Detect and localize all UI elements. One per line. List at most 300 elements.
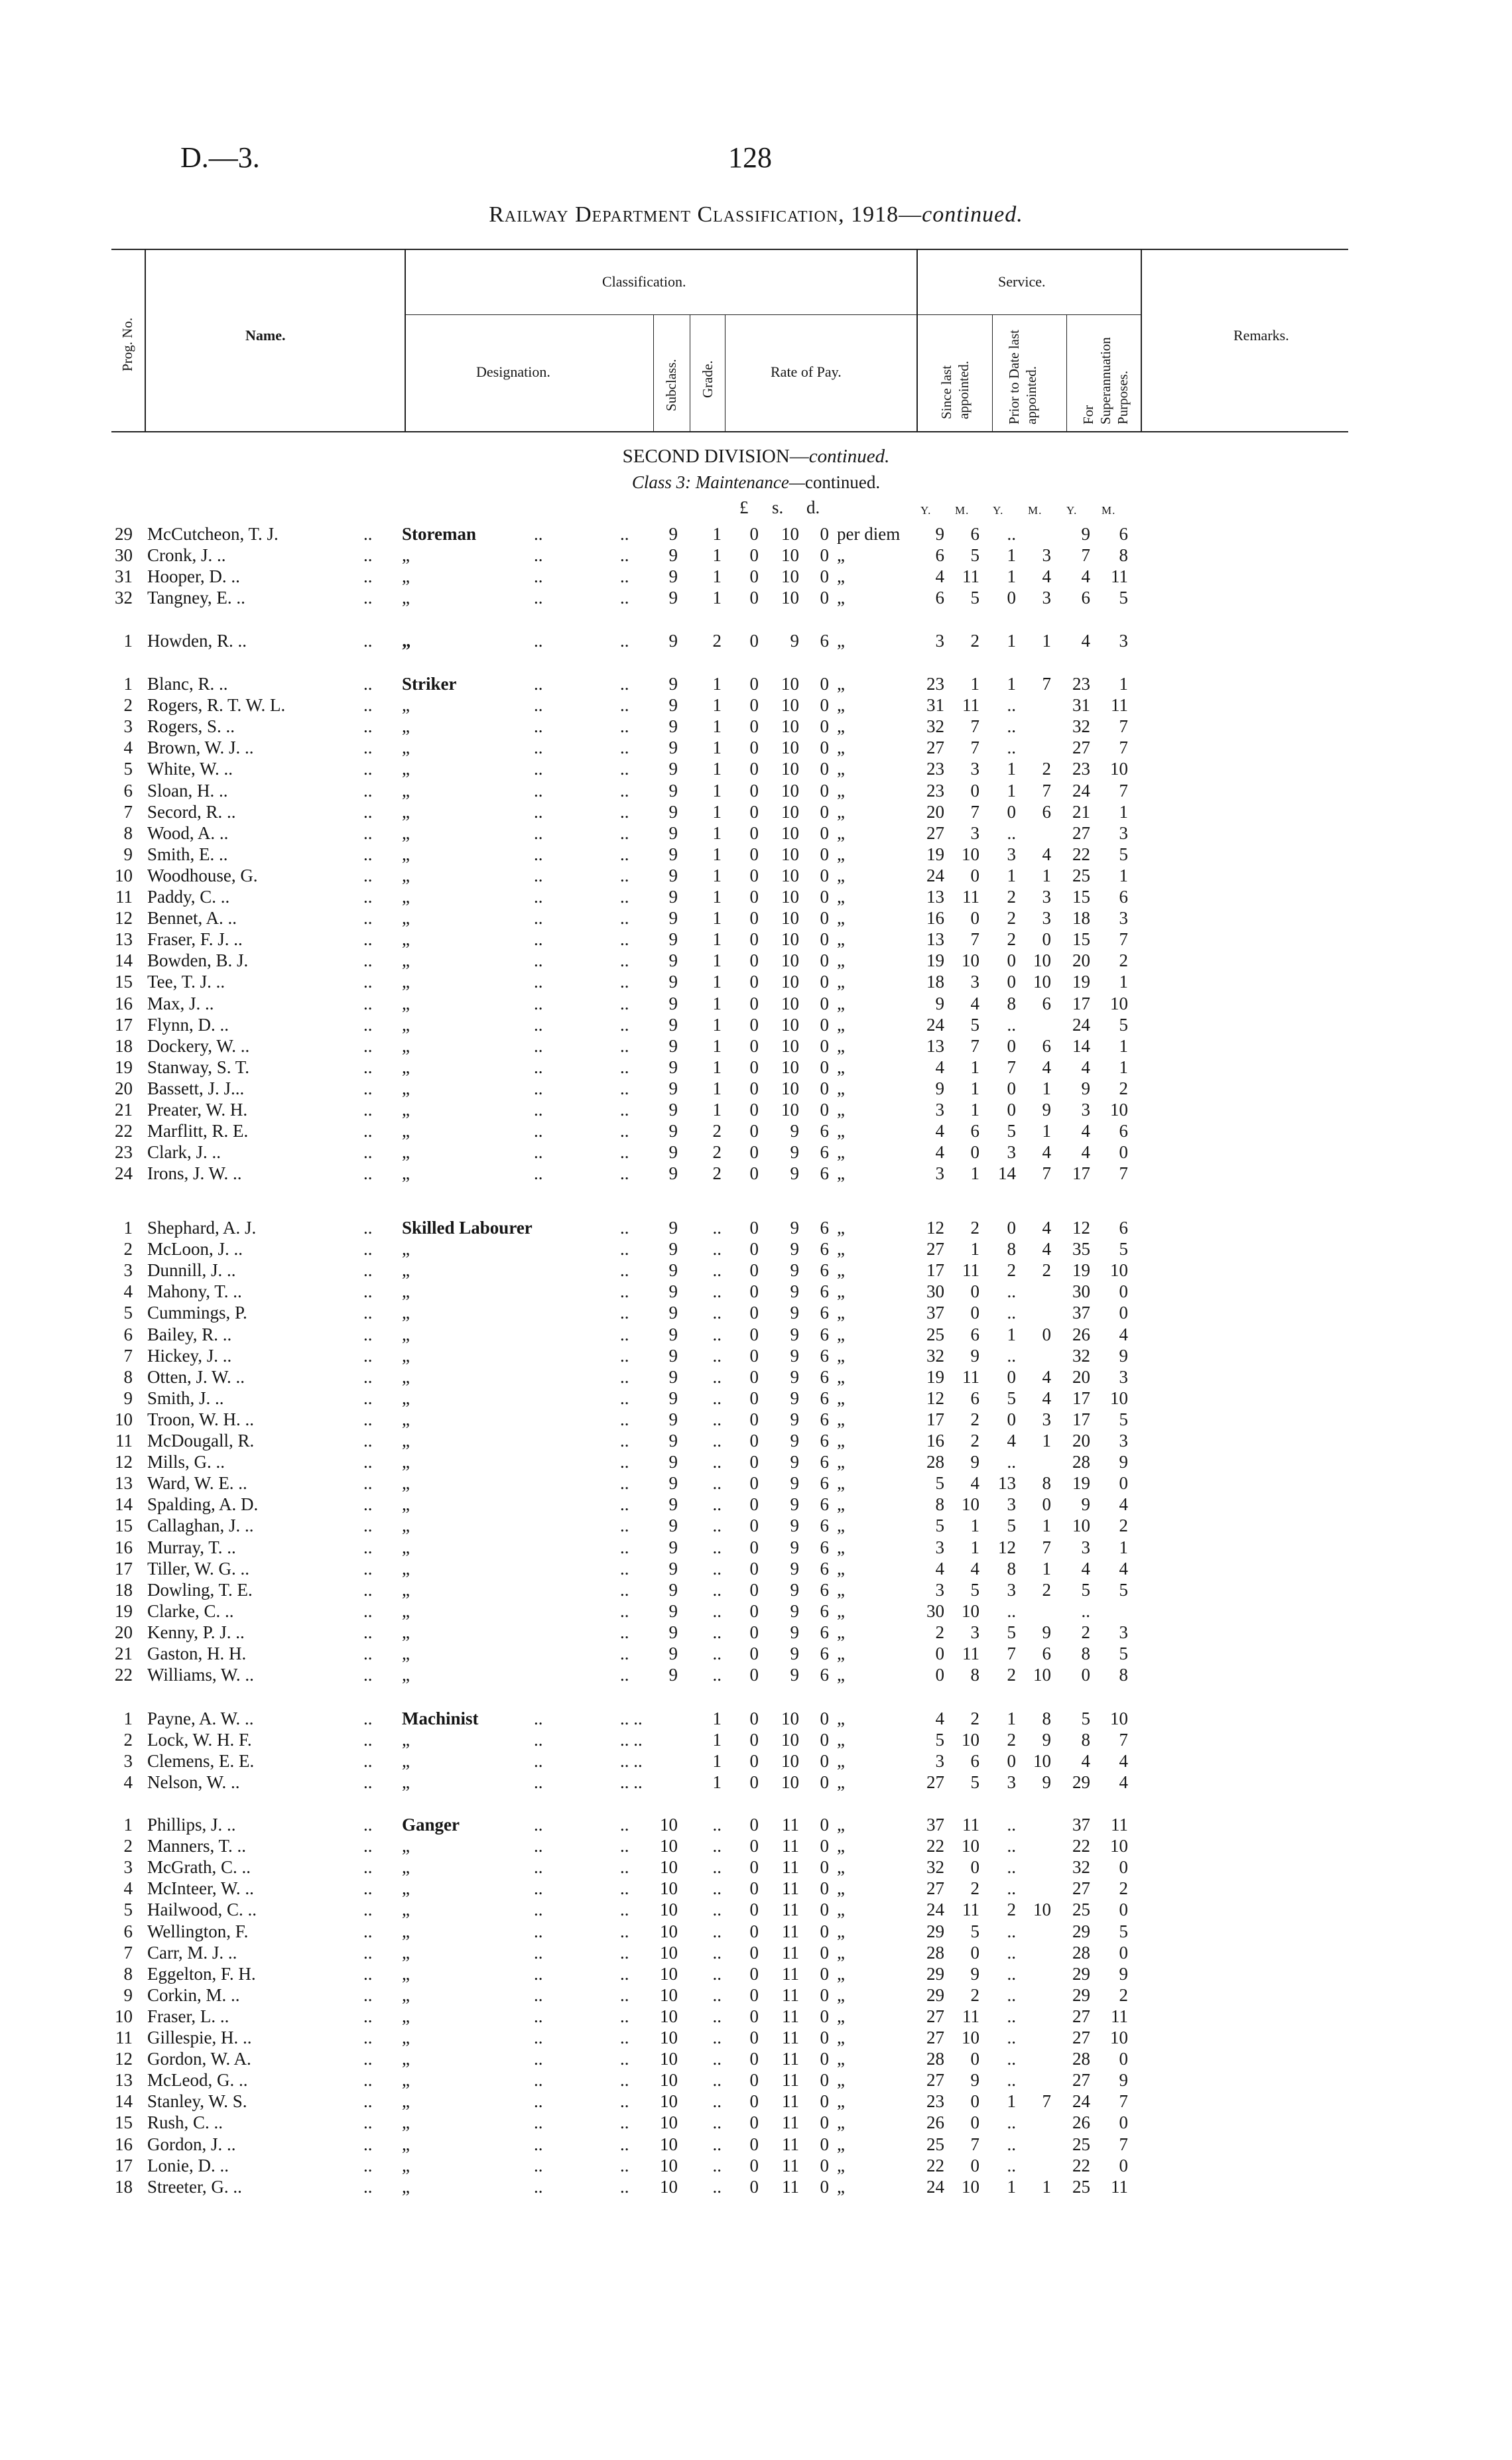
cell-grade: 2: [712, 1121, 722, 1141]
cell-pd: 0: [749, 1218, 759, 1238]
cell-sy: 9: [935, 994, 944, 1013]
cell-dots2: ..: [534, 781, 543, 801]
cell-dots2: ..: [534, 1964, 543, 1984]
cell-dots2: ..: [534, 2134, 543, 2154]
cell-des: „: [402, 1281, 410, 1301]
cell-fm: 11: [1111, 1815, 1128, 1835]
cell-fm: 7: [1119, 1730, 1128, 1750]
cell-pp: 0: [820, 887, 829, 907]
cell-fm: 10: [1110, 994, 1128, 1013]
cell-des: „: [402, 1346, 410, 1366]
cell-dots3: .. ..: [620, 1730, 643, 1750]
cell-sy: 5: [935, 1473, 944, 1493]
cell-dots1: ..: [363, 1516, 373, 1535]
cell-sy: 29: [926, 1964, 944, 1984]
cell-sub: 9: [668, 566, 678, 586]
cell-name: Brown, W. J. ..: [147, 738, 254, 757]
cell-sy: 22: [926, 2156, 944, 2175]
cell-py: 1: [1007, 866, 1016, 885]
cell-unit: „: [837, 1772, 845, 1792]
cell-pp: 0: [820, 1772, 829, 1792]
cell-sm: 0: [970, 2049, 979, 2069]
cell-pp: 6: [820, 1121, 829, 1141]
cell-pp: 6: [820, 1260, 829, 1280]
cell-dots1: ..: [363, 2070, 373, 2090]
cell-sub: 10: [660, 2177, 678, 2197]
cell-sy: 31: [926, 695, 944, 715]
cell-pp: 6: [820, 1494, 829, 1514]
cell-py: ..: [1007, 1857, 1016, 1877]
cell-unit: „: [837, 1580, 845, 1600]
cell-pm: 9: [1042, 1100, 1051, 1120]
cell-sub: 9: [668, 1260, 678, 1280]
cell-grade: ..: [712, 1281, 722, 1301]
cell-py: ..: [1007, 1452, 1016, 1472]
cell-dots3: ..: [620, 1964, 629, 1984]
cell-no: 22: [115, 1665, 133, 1685]
cell-pp: 0: [820, 738, 829, 757]
cell-sm: 8: [970, 1665, 979, 1685]
cell-fy: 21: [1072, 802, 1090, 822]
cell-pm: 6: [1042, 1036, 1051, 1056]
cell-sub: 9: [668, 1325, 678, 1344]
cell-sy: 0: [935, 1644, 944, 1663]
cell-dots2: ..: [534, 1036, 543, 1056]
cell-dots3: ..: [620, 1473, 629, 1493]
cell-des: „: [402, 908, 410, 928]
cell-grade: ..: [712, 1943, 722, 1963]
cell-sm: 9: [970, 1452, 979, 1472]
cell-dots3: ..: [620, 695, 629, 715]
cell-sub: 9: [668, 738, 678, 757]
cell-sy: 26: [926, 2112, 944, 2132]
page-title: Railway Department Classification, 1918—continued.: [489, 202, 1023, 227]
cell-sy: 37: [926, 1303, 944, 1323]
cell-sm: 5: [970, 545, 979, 565]
cell-grade: 1: [712, 1057, 722, 1077]
cell-fm: 5: [1119, 844, 1128, 864]
cell-no: 11: [115, 887, 133, 907]
cell-py: ..: [1007, 738, 1016, 757]
cell-sub: 9: [668, 1163, 678, 1183]
cell-fy: 25: [1072, 866, 1090, 885]
cell-fm: 3: [1119, 823, 1128, 843]
cell-py: ..: [1007, 1921, 1016, 1941]
cell-name: Hooper, D. ..: [147, 566, 240, 586]
cell-grade: 2: [712, 1163, 722, 1183]
cell-fy: 23: [1072, 674, 1090, 694]
cell-des: „: [402, 2134, 410, 2154]
cell-dots1: ..: [363, 887, 373, 907]
cell-fm: 7: [1119, 2134, 1128, 2154]
cell-fy: 4: [1081, 1121, 1090, 1141]
cell-sm: 0: [970, 908, 979, 928]
cell-fm: 5: [1119, 588, 1128, 608]
cell-name: Wellington, F.: [147, 1921, 249, 1941]
cell-unit: „: [837, 2177, 845, 2197]
cell-pd: 0: [749, 781, 759, 801]
cell-grade: ..: [712, 1921, 722, 1941]
cell-ps: 10: [781, 1057, 799, 1077]
cell-pd: 0: [749, 1516, 759, 1535]
cell-fm: 2: [1119, 1878, 1128, 1898]
cell-grade: ..: [712, 2049, 722, 2069]
cell-dots3: ..: [620, 866, 629, 885]
cell-name: McLeod, G. ..: [147, 2070, 248, 2090]
cell-name: Dockery, W. ..: [147, 1036, 250, 1056]
cell-pp: 6: [820, 1537, 829, 1557]
cell-dots1: ..: [363, 1921, 373, 1941]
cell-pd: 0: [749, 1580, 759, 1600]
cell-dots3: ..: [620, 2134, 629, 2154]
cell-pd: 0: [749, 1772, 759, 1792]
cell-sm: 2: [970, 631, 979, 651]
cell-dots1: ..: [363, 1163, 373, 1183]
cell-py: ..: [1007, 695, 1016, 715]
cell-sub: 9: [668, 1388, 678, 1408]
cell-sub: 10: [660, 1857, 678, 1877]
cell-dots1: ..: [363, 781, 373, 801]
cell-no: 1: [123, 674, 133, 694]
cell-fm: 11: [1111, 2177, 1128, 2197]
cell-name: Gordon, W. A.: [147, 2049, 251, 2069]
cell-pm: 1: [1042, 1431, 1051, 1451]
cell-sy: 16: [926, 1431, 944, 1451]
cell-dots1: ..: [363, 1367, 373, 1387]
cell-sub: 9: [668, 1431, 678, 1451]
cell-dots1: ..: [363, 759, 373, 779]
cell-grade: ..: [712, 1239, 722, 1259]
cell-py: 0: [1007, 588, 1016, 608]
cell-ps: 11: [782, 1964, 799, 1984]
cell-name: Woodhouse, G.: [147, 866, 258, 885]
cell-pd: 0: [749, 972, 759, 992]
cell-fy: 3: [1081, 1100, 1090, 1120]
cell-dots2: ..: [534, 1121, 543, 1141]
cell-py: 0: [1007, 950, 1016, 970]
cell-sy: 18: [926, 972, 944, 992]
cell-unit: „: [837, 1601, 845, 1621]
cell-dots2: ..: [534, 1943, 543, 1963]
cell-des: „: [402, 1303, 410, 1323]
cell-ps: 9: [790, 1163, 799, 1183]
cell-ps: 11: [782, 2112, 799, 2132]
cell-sm: 2: [970, 1218, 979, 1238]
cell-py: 1: [1007, 781, 1016, 801]
cell-pd: 0: [749, 695, 759, 715]
cell-des: „: [402, 994, 410, 1013]
cell-dots1: ..: [363, 1772, 373, 1792]
cell-des: „: [402, 1367, 410, 1387]
cell-pm: 6: [1042, 1644, 1051, 1663]
cell-py: 2: [1007, 908, 1016, 928]
cell-ps: 11: [782, 2028, 799, 2047]
cell-fm: 5: [1119, 1921, 1128, 1941]
cell-no: 18: [115, 2177, 133, 2197]
cell-sy: 27: [926, 2070, 944, 2090]
cell-unit: „: [837, 929, 845, 949]
cell-name: Rush, C. ..: [147, 2112, 223, 2132]
cell-fm: 7: [1119, 1163, 1128, 1183]
cell-name: Shephard, A. J.: [147, 1218, 257, 1238]
cell-dots1: ..: [363, 674, 373, 694]
cell-dots2: ..: [534, 695, 543, 715]
cell-no: 20: [115, 1078, 133, 1098]
cell-dots3: ..: [620, 1943, 629, 1963]
cell-des: „: [402, 866, 410, 885]
cell-sm: 10: [962, 2028, 979, 2047]
cell-unit: „: [837, 1665, 845, 1685]
cell-grade: ..: [712, 2028, 722, 2047]
cell-sm: 3: [970, 759, 979, 779]
cell-des: „: [402, 1644, 410, 1663]
cell-ps: 10: [781, 716, 799, 736]
cell-pd: 0: [749, 1260, 759, 1280]
cell-name: Smith, E. ..: [147, 844, 228, 864]
cell-fy: 28: [1072, 1452, 1090, 1472]
cell-name: Paddy, C. ..: [147, 887, 230, 907]
cell-pm: 2: [1042, 1260, 1051, 1280]
cell-sy: 23: [926, 2091, 944, 2111]
cell-fm: 0: [1119, 1943, 1128, 1963]
cell-name: Gordon, J. ..: [147, 2134, 236, 2154]
cell-no: 13: [115, 2070, 133, 2090]
cell-ps: 11: [782, 1900, 799, 1919]
cell-sub: 10: [660, 1815, 678, 1835]
cell-sm: 9: [970, 1964, 979, 1984]
cell-dots3: ..: [620, 929, 629, 949]
cell-sm: 3: [970, 1622, 979, 1642]
cell-sub: 9: [668, 1303, 678, 1323]
cell-no: 11: [115, 1431, 133, 1451]
cell-grade: ..: [712, 1494, 722, 1514]
cell-no: 6: [123, 1325, 133, 1344]
cell-sm: 6: [970, 524, 979, 544]
cell-fm: 5: [1119, 1409, 1128, 1429]
cell-dots3: ..: [620, 2156, 629, 2175]
cell-dots1: ..: [363, 1494, 373, 1514]
cell-no: 31: [115, 566, 133, 586]
cell-dots3: ..: [620, 1665, 629, 1685]
cell-py: 2: [1007, 1260, 1016, 1280]
cell-sy: 28: [926, 1452, 944, 1472]
cell-py: 1: [1007, 759, 1016, 779]
cell-unit: „: [837, 1921, 845, 1941]
cell-dots2: ..: [534, 1163, 543, 1183]
cell-sy: 24: [926, 2177, 944, 2197]
cell-name: Dunnill, J. ..: [147, 1260, 236, 1280]
cell-grade: 1: [712, 545, 722, 565]
cell-py: 0: [1007, 1367, 1016, 1387]
cell-pp: 6: [820, 1388, 829, 1408]
cell-pp: 0: [820, 2112, 829, 2132]
cell-pp: 0: [820, 1036, 829, 1056]
cell-sy: 22: [926, 1836, 944, 1856]
cell-no: 16: [115, 1537, 133, 1557]
cell-sy: 8: [935, 1494, 944, 1514]
cell-dots1: ..: [363, 2156, 373, 2175]
cell-dots3: ..: [620, 2049, 629, 2069]
cell-fm: 4: [1119, 1751, 1128, 1771]
cell-fm: 7: [1119, 781, 1128, 801]
cell-des: „: [402, 1559, 410, 1579]
cell-ps: 10: [781, 1772, 799, 1792]
cell-ps: 9: [790, 1665, 799, 1685]
cell-ps: 10: [781, 1751, 799, 1771]
cell-pd: 0: [749, 1494, 759, 1514]
cell-dots3: ..: [620, 2028, 629, 2047]
cell-dots3: ..: [620, 887, 629, 907]
cell-fm: 3: [1119, 1431, 1128, 1451]
cell-grade: ..: [712, 1346, 722, 1366]
cell-pp: 6: [820, 1516, 829, 1535]
cell-unit: „: [837, 1815, 845, 1835]
cell-name: Tangney, E. ..: [147, 588, 245, 608]
cell-ps: 9: [790, 1239, 799, 1259]
cell-dots2: ..: [534, 2112, 543, 2132]
cell-sy: 9: [935, 524, 944, 544]
cell-des: „: [402, 1622, 410, 1642]
cell-unit: „: [837, 1015, 845, 1035]
cell-dots2: ..: [534, 1015, 543, 1035]
cell-pd: 0: [749, 674, 759, 694]
cell-grade: ..: [712, 1964, 722, 1984]
cell-unit: „: [837, 2091, 845, 2111]
cell-no: 32: [115, 588, 133, 608]
cell-py: 0: [1007, 1409, 1016, 1429]
cell-dots3: ..: [620, 1494, 629, 1514]
cell-fm: 1: [1119, 1057, 1128, 1077]
cell-des: „: [402, 887, 410, 907]
cell-no: 5: [123, 759, 133, 779]
cell-name: Hickey, J. ..: [147, 1346, 232, 1366]
cell-pp: 0: [820, 2177, 829, 2197]
cell-pm: 3: [1042, 588, 1051, 608]
cell-dots1: ..: [363, 1325, 373, 1344]
cell-sm: 10: [962, 2177, 979, 2197]
cell-ps: 10: [781, 738, 799, 757]
cell-pp: 0: [820, 1100, 829, 1120]
cell-ps: 10: [781, 1730, 799, 1750]
cell-name: Phillips, J. ..: [147, 1815, 236, 1835]
cell-unit: „: [837, 1409, 845, 1429]
cell-fm: 0: [1119, 1281, 1128, 1301]
cell-fy: 37: [1072, 1303, 1090, 1323]
column-rate: Rate of Pay.: [771, 363, 842, 380]
cell-sy: 19: [926, 1367, 944, 1387]
cell-sy: 13: [926, 887, 944, 907]
cell-unit: „: [837, 1730, 845, 1750]
cell-fy: 23: [1072, 759, 1090, 779]
cell-sm: 10: [962, 1730, 979, 1750]
cell-pd: 0: [749, 1601, 759, 1621]
cell-pm: 4: [1042, 566, 1051, 586]
cell-ps: 9: [790, 1325, 799, 1344]
column-classification: Classification.: [602, 273, 686, 290]
cell-no: 7: [123, 1346, 133, 1366]
cell-grade: ..: [712, 2112, 722, 2132]
cell-dots2: ..: [534, 908, 543, 928]
cell-ps: 9: [790, 1260, 799, 1280]
cell-des: „: [402, 1580, 410, 1600]
cell-py: 1: [1007, 2091, 1016, 2111]
cell-dots3: .. ..: [620, 1772, 643, 1792]
cell-py: 3: [1007, 1580, 1016, 1600]
cell-unit: „: [837, 1325, 845, 1344]
cell-grade: 1: [712, 695, 722, 715]
cell-dots1: ..: [363, 2112, 373, 2132]
cell-pm: 9: [1042, 1730, 1051, 1750]
cell-py: 13: [998, 1473, 1016, 1493]
cell-pp: 6: [820, 1431, 829, 1451]
cell-ps: 10: [781, 524, 799, 544]
cell-dots1: ..: [363, 1559, 373, 1579]
cell-pd: 0: [749, 1346, 759, 1366]
cell-pm: 7: [1042, 674, 1051, 694]
cell-sm: 6: [970, 1751, 979, 1771]
cell-name: Corkin, M. ..: [147, 1985, 240, 2005]
cell-dots1: ..: [363, 1057, 373, 1077]
cell-py: ..: [1007, 2028, 1016, 2047]
cell-sy: 24: [926, 866, 944, 885]
cell-dots1: ..: [363, 545, 373, 565]
cell-dots3: ..: [620, 1036, 629, 1056]
cell-pd: 0: [749, 566, 759, 586]
cell-sub: 9: [668, 1665, 678, 1685]
cell-pp: 6: [820, 1367, 829, 1387]
cell-fm: 4: [1119, 1772, 1128, 1792]
cell-des: „: [402, 716, 410, 736]
cell-fy: 14: [1072, 1036, 1090, 1056]
cell-sy: 27: [926, 1772, 944, 1792]
cell-dots3: ..: [620, 1452, 629, 1472]
cell-sm: 7: [970, 716, 979, 736]
cell-pp: 0: [820, 1857, 829, 1877]
cell-pd: 0: [749, 2112, 759, 2132]
cell-fm: 10: [1110, 1100, 1128, 1120]
cell-pp: 6: [820, 1239, 829, 1259]
cell-sm: 5: [970, 1921, 979, 1941]
cell-pp: 0: [820, 566, 829, 586]
cell-no: 9: [123, 1985, 133, 2005]
cell-name: Hailwood, C. ..: [147, 1900, 257, 1919]
cell-no: 1: [123, 1709, 133, 1728]
cell-ps: 10: [781, 588, 799, 608]
cell-py: 3: [1007, 1142, 1016, 1162]
cell-sub: 10: [660, 2028, 678, 2047]
cell-sy: 2: [935, 1622, 944, 1642]
cell-py: 14: [998, 1163, 1016, 1183]
cell-fm: 1: [1119, 674, 1128, 694]
cell-py: 8: [1007, 1239, 1016, 1259]
cell-des: „: [402, 1078, 410, 1098]
cell-dots2: ..: [534, 1857, 543, 1877]
cell-pd: 0: [749, 1367, 759, 1387]
cell-dots3: ..: [620, 2112, 629, 2132]
cell-pp: 0: [820, 1709, 829, 1728]
cell-dots3: ..: [620, 844, 629, 864]
cell-dots1: ..: [363, 2028, 373, 2047]
cell-fm: 5: [1119, 1015, 1128, 1035]
cell-dots3: ..: [620, 1516, 629, 1535]
cell-pm: 1: [1042, 1078, 1051, 1098]
cell-sub: 9: [668, 1580, 678, 1600]
cell-pp: 0: [820, 759, 829, 779]
cell-pp: 0: [820, 823, 829, 843]
cell-pp: 0: [820, 802, 829, 822]
cell-sy: 27: [926, 738, 944, 757]
cell-dots3: ..: [620, 994, 629, 1013]
